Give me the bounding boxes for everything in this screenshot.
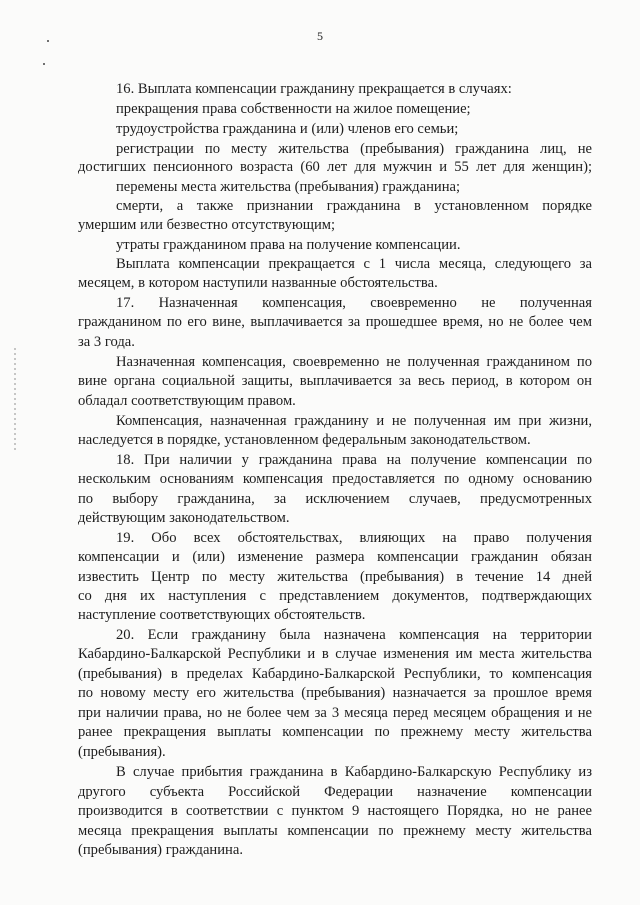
text-line: Компенсация, назначенная гражданину и не полученная им при жизни, bbox=[116, 413, 592, 429]
scan-margin-mark bbox=[14, 348, 16, 452]
text-line: В случае прибытия гражданина в Кабардино-Балкарскую Республику из bbox=[116, 764, 592, 780]
text-line: наступление соответствующих обстоятельств. bbox=[78, 607, 366, 623]
text-line: 18. При наличии у гражданина права на получение компенсации по bbox=[116, 452, 592, 468]
text-line: 17. Назначенная компенсация, своевременно не полученная bbox=[116, 295, 592, 311]
text-line: прекращения права собственности на жилое помещение; bbox=[116, 101, 471, 117]
page-number: 5 bbox=[317, 29, 323, 43]
text-line: производится в соответствии с пунктом 9 настоящего Порядка, но не ранее bbox=[78, 803, 592, 819]
text-line: известить Центр по месту жительства (пребывания) в течение 14 дней bbox=[78, 569, 592, 585]
text-line: за 3 года. bbox=[78, 334, 135, 350]
text-line: смерти, а также признании гражданина в установленном порядке bbox=[116, 198, 592, 214]
text-line: (пребывания) гражданина. bbox=[78, 842, 243, 858]
text-line: 19. Обо всех обстоятельствах, влияющих на право получения bbox=[116, 530, 592, 546]
text-line: (пребывания) в пределах Кабардино-Балкарской Республики, то компенсация bbox=[78, 666, 592, 682]
text-line: трудоустройства гражданина и (или) членов его семьи; bbox=[116, 121, 459, 137]
text-line: при наличии права, но не более чем за 3 месяца перед месяцем обращения и не bbox=[78, 705, 592, 721]
text-line: по новому месту его жительства (пребывания) назначается за прошлое время bbox=[78, 685, 592, 701]
text-line: Назначенная компенсация, своевременно не полученная гражданином по bbox=[116, 354, 592, 370]
text-line: Кабардино-Балкарской Республики и в случае изменения им места жительства bbox=[78, 646, 592, 662]
text-line: умершим или безвестно отсутствующим; bbox=[78, 217, 336, 233]
text-line: действующим законодательством. bbox=[78, 510, 290, 526]
text-line: гражданином по его вине, выплачивается за прошедшее время, но не более чем bbox=[78, 314, 592, 330]
text-line: наследуется в порядке, установленном федеральным законодательством. bbox=[78, 432, 531, 448]
text-line: месяца прекращения выплаты компенсации по прежнему месту жительства bbox=[78, 823, 592, 839]
text-line: 20. Если гражданину была назначена компенсация на территории bbox=[116, 627, 592, 643]
text-line: утраты гражданином права на получение компенсации. bbox=[116, 237, 461, 253]
text-line: нескольким основаниям компенсация предоставляется по одному основанию bbox=[78, 471, 592, 487]
text-line: Выплата компенсации прекращается с 1 числа месяца, следующего за bbox=[116, 256, 592, 272]
text-line: по выбору гражданина, за исключением случаев, предусмотренных bbox=[78, 491, 592, 507]
text-line: регистрации по месту жительства (пребывания) гражданина лиц, не bbox=[116, 141, 592, 157]
text-line: 16. Выплата компенсации гражданину прекращается в случаях: bbox=[116, 81, 512, 97]
text-line: месяцем, в котором наступили названные обстоятельства. bbox=[78, 275, 438, 291]
text-line: другого субъекта Российской Федерации назначение компенсации bbox=[78, 784, 592, 800]
text-line: достигших пенсионного возраста (60 лет для мужчин и 55 лет для женщин); bbox=[78, 159, 592, 175]
scan-speck bbox=[43, 63, 45, 65]
text-line: ранее прекращения выплаты компенсации по прежнему месту жительства bbox=[78, 724, 592, 740]
text-line: перемены места жительства (пребывания) гражданина; bbox=[116, 179, 461, 195]
text-line: со дня их наступления с представлением документов, подтверждающих bbox=[78, 588, 592, 604]
text-line: обладал соответствующим правом. bbox=[78, 393, 296, 409]
text-line: (пребывания). bbox=[78, 744, 166, 760]
text-line: вине органа социальной защиты, выплачивается за весь период, в котором он bbox=[78, 373, 592, 389]
text-line: компенсации и (или) изменение размера компенсации гражданин обязан bbox=[78, 549, 592, 565]
